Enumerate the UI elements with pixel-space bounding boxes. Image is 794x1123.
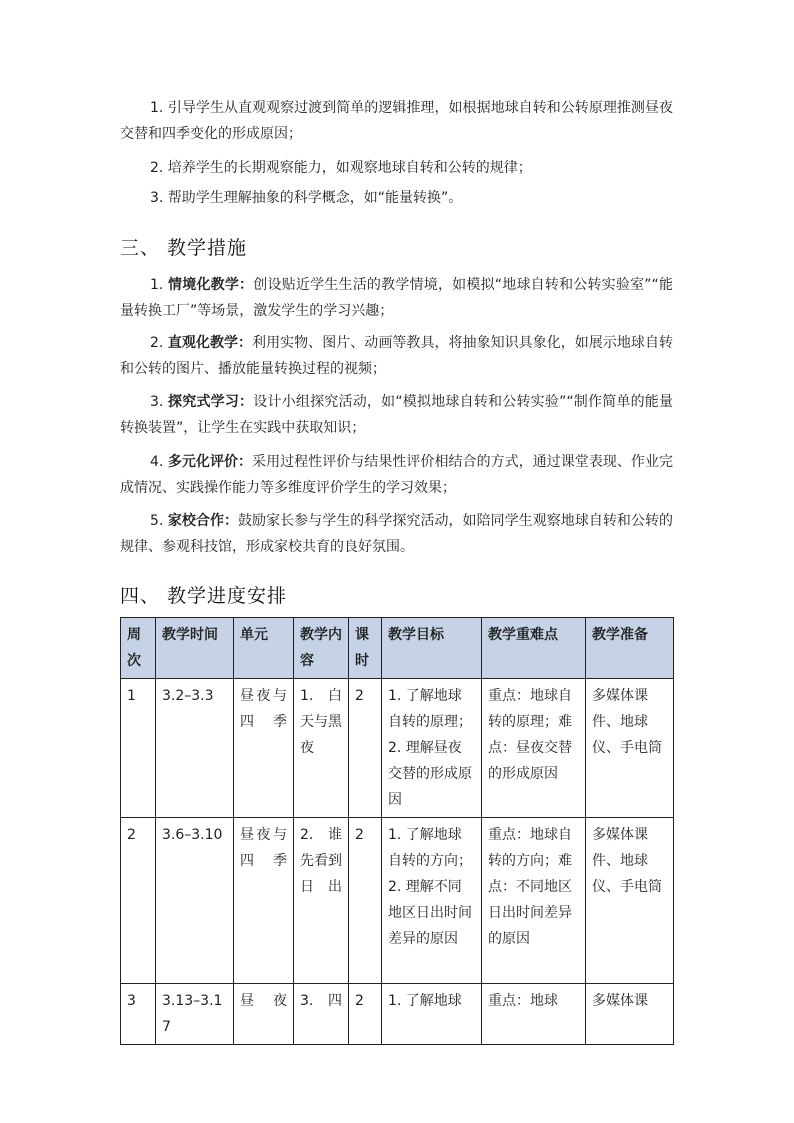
- cell-hours: 2: [349, 984, 382, 1045]
- cell-week: 1: [121, 679, 156, 818]
- cell-content: 3. 四: [294, 984, 349, 1045]
- intro-item-2: [120, 155, 673, 181]
- cell-week: 3: [121, 984, 156, 1045]
- header-key: 教学重难点: [482, 618, 586, 679]
- measure-num: 2.: [150, 335, 164, 351]
- cell-hours: 2: [349, 818, 382, 984]
- measure-item-3: [120, 389, 673, 441]
- measure-num: 5.: [150, 513, 164, 529]
- measure-item-2: [120, 330, 673, 382]
- table-row: [121, 984, 674, 1045]
- section-heading-measures: 三、 教学措施: [120, 237, 248, 259]
- measure-num: 3.: [150, 394, 164, 410]
- cell-unit: 昼夜与四季: [234, 818, 294, 984]
- measure-text: 设计小组探究活动，如“模拟地球自转和公转实验”“制作简单的能量转换装置”，让学生在实践中获取知识；: [120, 394, 674, 436]
- cell-time: 3.2–3.3: [156, 679, 234, 818]
- table-row: [121, 818, 674, 984]
- measure-num: 4.: [150, 454, 164, 470]
- table-header-row: [121, 618, 674, 679]
- header-week: 周次: [121, 618, 156, 679]
- cell-content: 2. 谁先看到日出: [294, 818, 349, 984]
- measure-term: 情境化教学：: [168, 277, 254, 293]
- header-content: 教学内容: [294, 618, 349, 679]
- measure-text: 利用实物、图片、动画等教具，将抽象知识具象化，如展示地球自转和公转的图片、播放能量转换过程的视频；: [120, 335, 674, 377]
- header-time: 教学时间: [156, 618, 234, 679]
- header-hours: 课时: [349, 618, 382, 679]
- measure-term: 探究式学习：: [168, 394, 254, 410]
- cell-key: 重点：地球自转的方向；难点：不同地区日出时间差异的原因: [482, 818, 586, 984]
- measure-item-5: [120, 508, 673, 560]
- cell-key: 重点：地球自转的原理；难点：昼夜交替的形成原因: [482, 679, 586, 818]
- header-goal: 教学目标: [382, 618, 482, 679]
- cell-prep: 多媒体课: [586, 984, 674, 1045]
- header-unit: 单元: [234, 618, 294, 679]
- measure-text: 创设贴近学生生活的教学情境，如模拟“地球自转和公转实验室”“能量转换工厂”等场景，激发学生的学习兴趣；: [120, 277, 674, 319]
- cell-key: 重点：地球: [482, 984, 586, 1045]
- measure-num: 1.: [150, 277, 164, 293]
- measure-text: 采用过程性评价与结果性评价相结合的方式，通过课堂表现、作业完成情况、实践操作能力等多维度评价学生的学习效果；: [120, 454, 674, 496]
- measure-text: 鼓励家长参与学生的科学探究活动，如陪同学生观察地球自转和公转的规律、参观科技馆，形成家校共育的良好氛围。: [120, 513, 674, 555]
- table-row: [121, 679, 674, 818]
- cell-time: 3.13–3.17: [156, 984, 234, 1045]
- cell-hours: 2: [349, 679, 382, 818]
- cell-week: 2: [121, 818, 156, 984]
- cell-goal: 1. 了解地球自转的方向；2. 理解不同地区日出时间差异的原因: [382, 818, 482, 984]
- cell-goal: 1. 了解地球自转的原理；2. 理解昼夜交替的形成原因: [382, 679, 482, 818]
- section-heading-schedule: 四、 教学进度安排: [120, 585, 288, 607]
- cell-content: 1. 白天与黑夜: [294, 679, 349, 818]
- cell-time: 3.6–3.10: [156, 818, 234, 984]
- cell-prep: 多媒体课件、地球仪、手电筒: [586, 818, 674, 984]
- measure-term: 直观化教学：: [167, 335, 253, 351]
- intro-item-1-text: 1. 引导学生从直观观察过渡到简单的逻辑推理，如根据地球自转和公转原理推测昼夜交替和四季变化的形成原因；: [120, 100, 673, 142]
- cell-prep: 多媒体课件、地球仪、手电筒: [586, 679, 674, 818]
- measure-term: 家校合作：: [167, 513, 239, 529]
- intro-item-1: [120, 95, 673, 147]
- cell-unit: 昼夜与四季: [234, 679, 294, 818]
- schedule-table: [120, 617, 674, 1045]
- header-prep: 教学准备: [586, 618, 674, 679]
- cell-unit: 昼夜: [234, 984, 294, 1045]
- measure-item-1: [120, 272, 673, 324]
- cell-goal: 1. 了解地球: [382, 984, 482, 1045]
- intro-item-3-text: 3. 帮助学生理解抽象的科学概念，如“能量转换”。: [150, 190, 463, 206]
- intro-item-3: [120, 185, 673, 211]
- intro-item-2-text: 2. 培养学生的长期观察能力，如观察地球自转和公转的规律；: [150, 160, 532, 176]
- measure-item-4: [120, 449, 673, 501]
- measure-term: 多元化评价：: [167, 454, 253, 470]
